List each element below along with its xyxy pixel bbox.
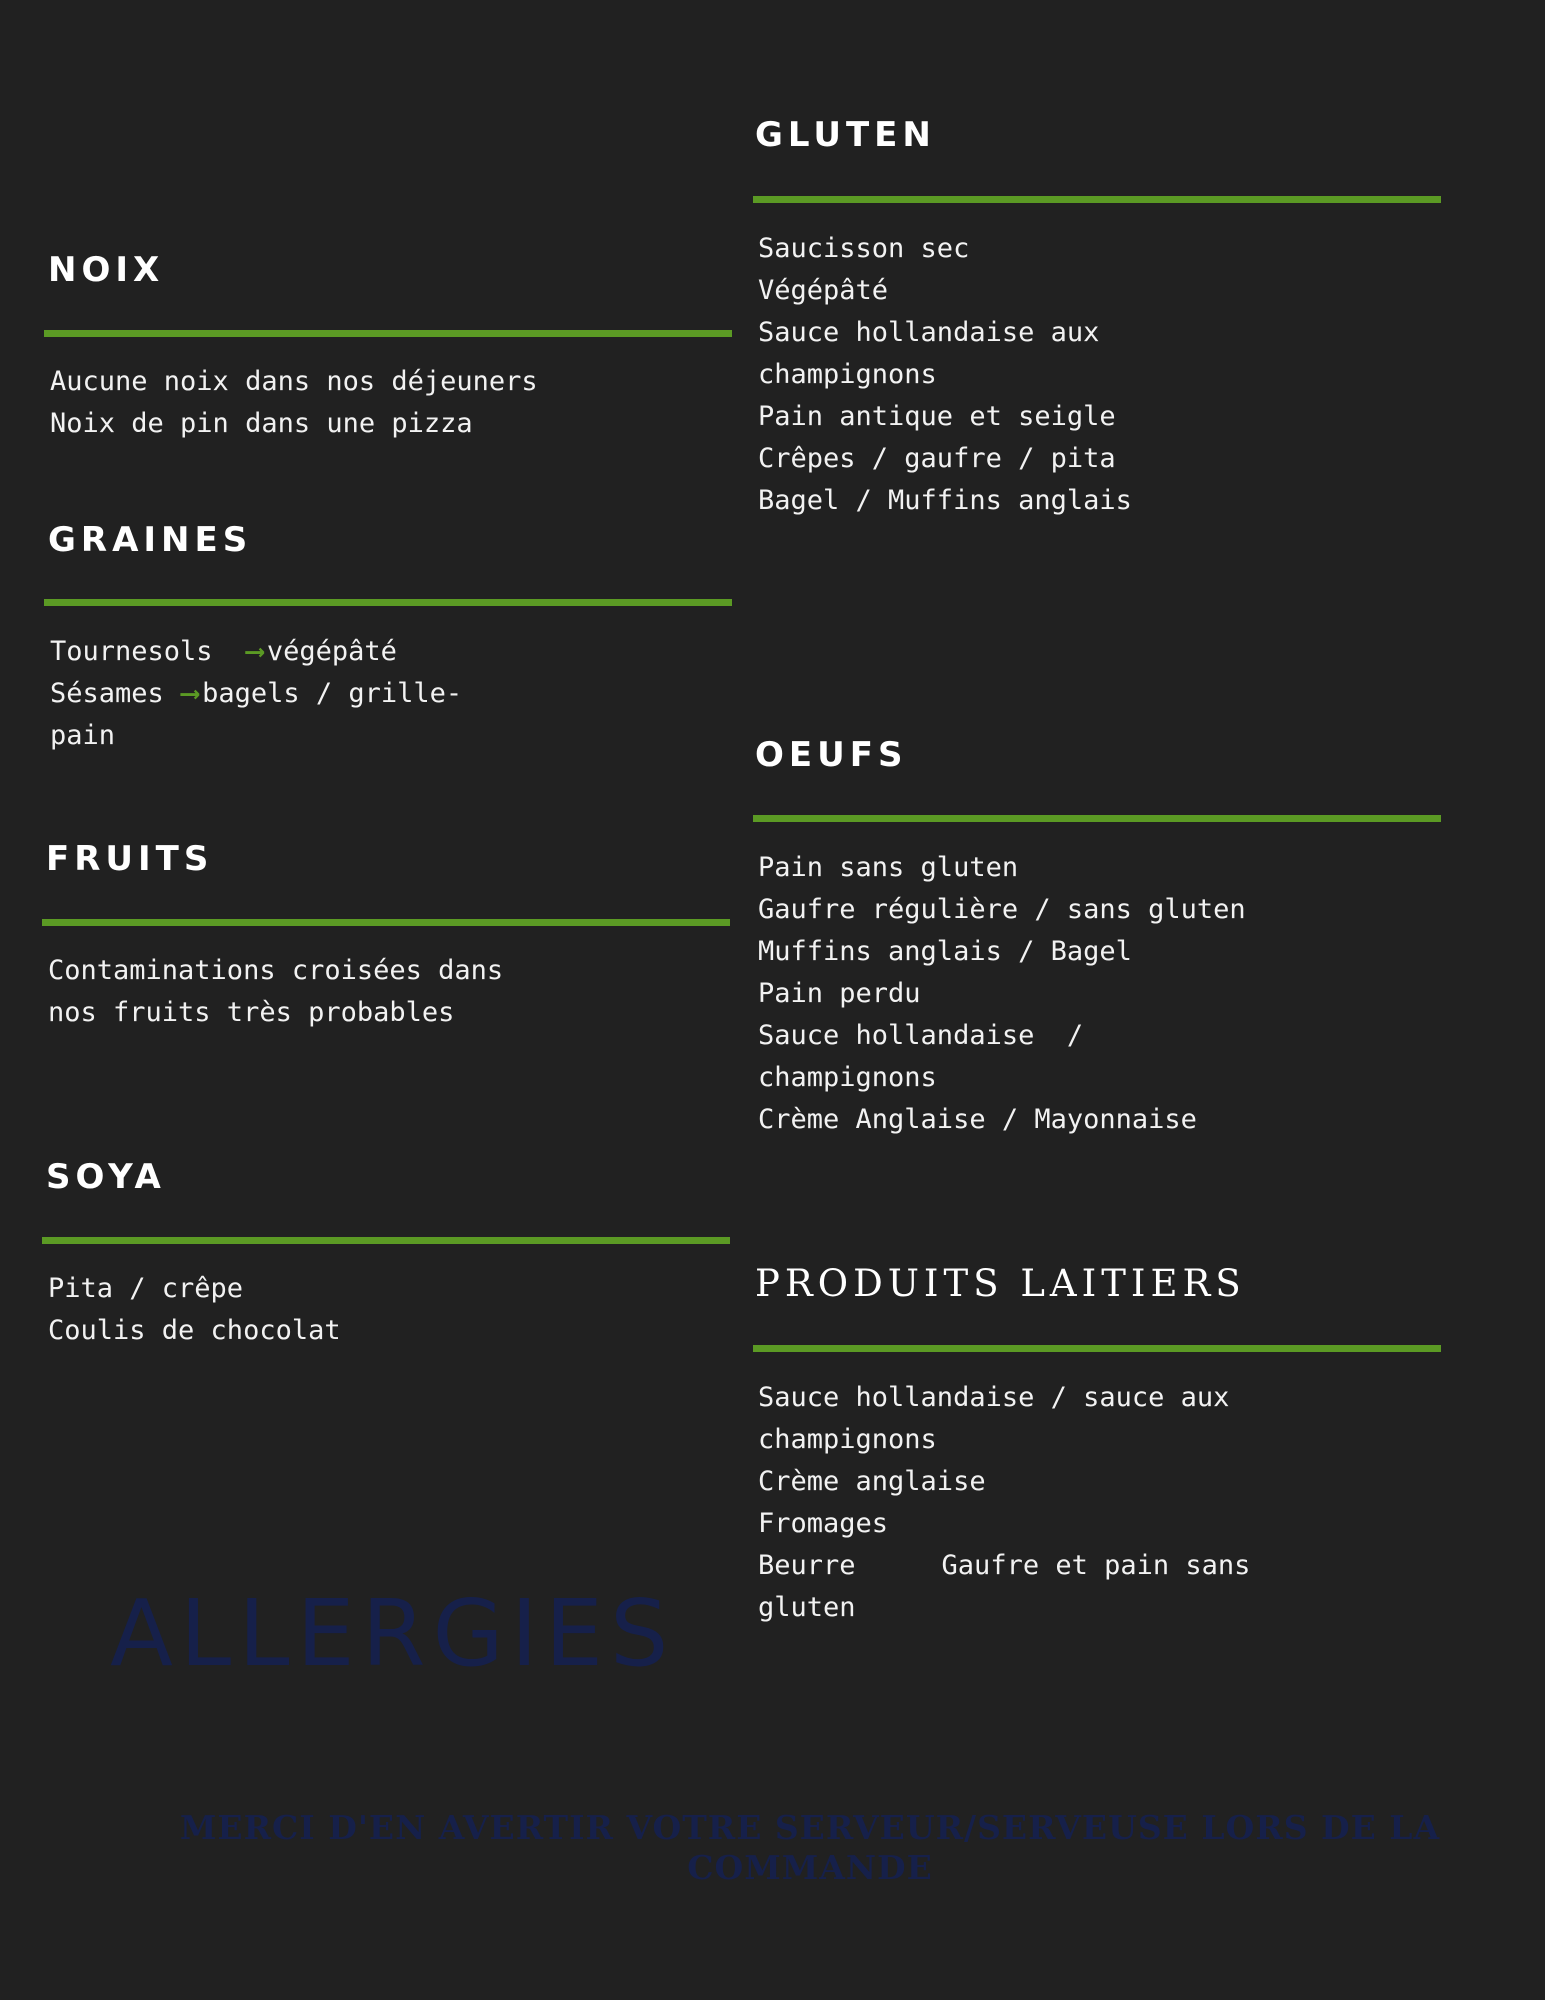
list-item: nos fruits très probables — [48, 997, 455, 1028]
list-item: Aucune noix dans nos déjeuners — [50, 366, 538, 397]
list-item: pain — [50, 720, 116, 751]
section-title-oeufs: OEUFS — [755, 735, 908, 775]
section-list-noix — [50, 361, 538, 445]
section-list-gluten — [758, 228, 1132, 522]
item-name: Sésames — [50, 678, 164, 709]
list-item: Noix de pin dans une pizza — [50, 408, 473, 439]
section-title-fruits: FRUITS — [46, 839, 214, 879]
list-item: Pain antique et seigle — [758, 401, 1116, 432]
list-item: Pain sans gluten — [758, 852, 1019, 883]
list-item — [50, 631, 462, 673]
list-item: Saucisson sec — [758, 233, 970, 264]
section-title-produits-laitiers: PRODUITS LAITIERS — [755, 1262, 1246, 1305]
list-item: Fromages — [758, 1508, 889, 1539]
section-list-oeufs — [758, 847, 1246, 1141]
list-item: Pain perdu — [758, 978, 921, 1009]
section-list-fruits — [48, 950, 503, 1034]
list-item: Végépâté — [758, 275, 889, 306]
list-item: Pita / crêpe — [48, 1273, 244, 1304]
section-divider-gluten — [753, 196, 1441, 203]
list-item: Crêpes / gaufre / pita — [758, 443, 1116, 474]
list-item: Gaufre régulière / sans gluten — [758, 894, 1246, 925]
item-name: Beurre — [758, 1550, 856, 1581]
list-item: Bagel / Muffins anglais — [758, 485, 1132, 516]
list-item: gluten — [758, 1592, 856, 1623]
list-item — [50, 673, 462, 715]
section-title-soya: SOYA — [46, 1157, 166, 1197]
section-title-gluten: GLUTEN — [755, 115, 936, 155]
item-target: Gaufre et pain sans — [941, 1550, 1251, 1581]
section-title-graines: GRAINES — [48, 520, 253, 560]
section-divider-graines — [44, 599, 732, 606]
list-item: Crème anglaise — [758, 1466, 986, 1497]
list-item: Sauce hollandaise / sauce aux — [758, 1382, 1230, 1413]
list-item: champignons — [758, 1424, 937, 1455]
section-list-soya — [48, 1268, 341, 1352]
list-item: Coulis de chocolat — [48, 1315, 341, 1346]
list-item: champignons — [758, 359, 937, 390]
section-list-produits-laitiers — [758, 1377, 1250, 1629]
list-item: champignons — [758, 1062, 937, 1093]
list-item — [758, 1545, 1250, 1587]
item-target: bagels / grille- — [202, 678, 463, 709]
item-target: végépâté — [266, 636, 397, 667]
arrow-right-icon: ⟶ — [246, 636, 263, 667]
footer-note: MERCI D'EN AVERTIR VOTRE SERVEUR/SERVEUSE LORS DE LA COMMANDE — [179, 1808, 1441, 1887]
section-list-graines — [50, 631, 462, 757]
watermark-title: ALLERGIES — [110, 1580, 676, 1687]
list-item: Crème Anglaise / Mayonnaise — [758, 1104, 1197, 1135]
section-divider-noix — [44, 330, 732, 337]
section-title-noix: NOIX — [48, 250, 165, 290]
arrow-right-icon: ⟶ — [181, 678, 199, 709]
item-name: Tournesols — [50, 636, 213, 667]
list-item: Muffins anglais / Bagel — [758, 936, 1132, 967]
section-divider-soya — [42, 1237, 730, 1244]
list-item: Sauce hollandaise aux — [758, 317, 1100, 348]
section-divider-fruits — [42, 919, 730, 926]
list-item: Sauce hollandaise / — [758, 1020, 1084, 1051]
list-item: Contaminations croisées dans — [48, 955, 504, 986]
section-divider-produits-laitiers — [753, 1345, 1441, 1352]
section-divider-oeufs — [753, 815, 1441, 822]
